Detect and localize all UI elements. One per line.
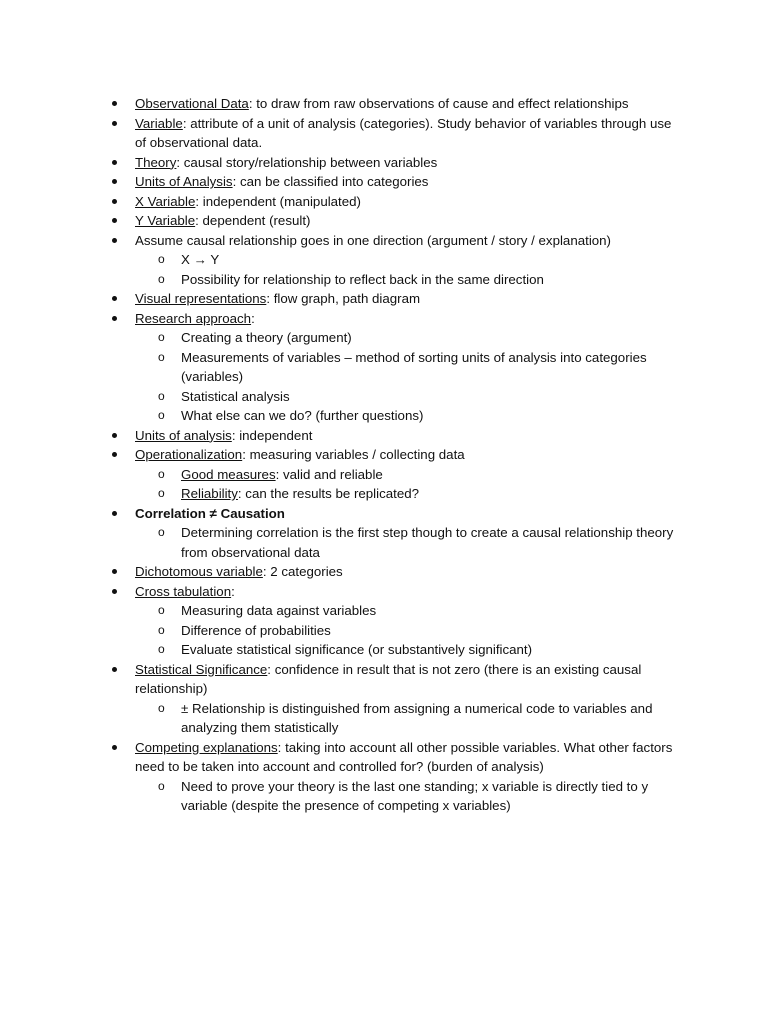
sub-list <box>135 777 678 816</box>
list-item <box>0 289 768 309</box>
sub-list <box>135 601 678 660</box>
list-item-term: Observational Data <box>135 96 249 111</box>
list-item-term: Operationalization <box>135 447 243 462</box>
list-item-text: can be classified into categories <box>236 174 429 189</box>
bullet-icon <box>112 316 117 321</box>
list-item-separator: : <box>195 193 200 209</box>
bullet-icon <box>112 589 117 594</box>
bullet-icon <box>112 101 117 106</box>
bullet-icon <box>112 511 117 516</box>
list-item-text: taking into account all other possible variables. What other factors need to be taken into account and controlled for? (burden of analysis) <box>135 739 673 774</box>
sub-list <box>135 699 678 738</box>
sub-item-text: Measuring data against variables <box>181 603 377 618</box>
list-item-term: Research approach <box>135 310 252 326</box>
list-item-separator: : <box>277 739 282 755</box>
bullet-icon <box>112 160 117 165</box>
sub-item-text: Difference of probabilities <box>181 622 331 638</box>
bullet-icon <box>112 179 117 184</box>
sub-list-item <box>135 348 678 387</box>
list-item-separator: : <box>232 174 237 189</box>
list-item <box>0 192 768 212</box>
list-item-text: confidence in result that is not zero (there is an existing causal relationship) <box>135 661 642 696</box>
circle-bullet-icon: o <box>158 408 165 422</box>
sub-list-item <box>135 484 678 504</box>
bullet-icon <box>112 433 117 438</box>
sub-list-item <box>135 250 678 270</box>
list-item-separator: : <box>195 213 199 228</box>
list-item-text: attribute of a unit of analysis (categories). Study behavior of variables through use of observational data. <box>135 115 672 150</box>
sub-list-item <box>135 523 678 562</box>
sub-item-text: Evaluate statistical significance (or substantively significant) <box>181 642 533 657</box>
list-item-term: Variable <box>135 115 183 131</box>
list-item-term: Theory <box>135 154 177 170</box>
circle-bullet-icon: o <box>158 271 165 286</box>
sub-item-separator: : <box>237 486 242 501</box>
list-item <box>0 231 768 290</box>
list-item <box>0 504 768 563</box>
list-item-separator: : <box>231 583 235 599</box>
list-item-term: Units of analysis <box>135 427 232 443</box>
list-item <box>0 582 768 660</box>
sub-list <box>135 465 678 504</box>
sub-item-separator: : <box>275 466 280 482</box>
list-item <box>0 211 768 231</box>
sub-item-term: Good measures <box>181 466 276 482</box>
sub-item-text: Creating a theory (argument) <box>181 330 352 345</box>
circle-bullet-icon: o <box>158 252 165 266</box>
circle-bullet-icon: o <box>158 330 165 344</box>
list-item-text: 2 categories <box>266 564 343 579</box>
bullet-icon <box>112 238 117 243</box>
list-item <box>0 309 768 426</box>
list-item-term: Y Variable <box>135 213 196 228</box>
list-item-separator: : <box>251 310 255 326</box>
list-item-separator: : <box>248 96 253 111</box>
sub-list-item <box>135 601 678 621</box>
sub-item-text: What else can we do? (further questions) <box>181 408 424 423</box>
list-item <box>0 738 768 816</box>
list-item-separator: : <box>242 447 246 462</box>
list-item-separator: : <box>182 115 187 131</box>
bullet-icon <box>112 121 117 126</box>
circle-bullet-icon: o <box>158 388 165 403</box>
sub-list <box>135 328 678 426</box>
list-item <box>0 562 768 582</box>
list-item-text: causal story/relationship between variables <box>180 154 438 170</box>
sub-item-text: X → Y <box>181 252 220 267</box>
circle-bullet-icon: o <box>158 700 165 715</box>
list-item-text: flow graph, path diagram <box>270 291 421 306</box>
circle-bullet-icon: o <box>158 525 165 539</box>
list-item-separator: : <box>266 291 271 306</box>
circle-bullet-icon: o <box>158 466 165 481</box>
bullet-icon <box>112 218 117 223</box>
sub-list-item <box>135 465 678 485</box>
bullet-icon <box>112 296 117 301</box>
sub-list-item <box>135 328 678 348</box>
list-item <box>0 426 768 446</box>
list-item-separator: : <box>262 564 267 579</box>
circle-bullet-icon: o <box>158 486 165 500</box>
bullet-icon <box>112 452 117 457</box>
list-item-text: independent <box>235 427 313 443</box>
list-item-text: Assume causal relationship goes in one direction (argument / story / explanation) <box>135 232 611 248</box>
sub-item-text: Possibility for relationship to reflect back in the same direction <box>181 271 544 287</box>
circle-bullet-icon: o <box>158 603 165 617</box>
list-item-term: Dichotomous variable <box>135 564 263 579</box>
sub-list-item <box>135 777 678 816</box>
list-item <box>0 114 768 153</box>
sub-item-text: Need to prove your theory is the last one standing; x variable is directly tied to y variable (despite the presence of competing x variables) <box>181 778 649 813</box>
circle-bullet-icon: o <box>158 622 165 637</box>
sub-item-term: Reliability <box>181 486 238 501</box>
list-item <box>0 94 768 114</box>
list-item-text: independent (manipulated) <box>199 193 361 209</box>
sub-list <box>135 250 678 289</box>
circle-bullet-icon: o <box>158 642 165 656</box>
list-item-term: X Variable <box>135 193 196 209</box>
list-item <box>0 153 768 173</box>
notes-list <box>0 94 768 816</box>
list-item-term: Competing explanations <box>135 739 278 755</box>
bullet-icon <box>112 569 117 574</box>
list-item-term: Statistical Significance <box>135 661 268 677</box>
list-item-term: Cross tabulation <box>135 583 232 599</box>
list-item-term: Units of Analysis <box>135 174 233 189</box>
sub-list-item <box>135 699 678 738</box>
circle-bullet-icon: o <box>158 778 165 793</box>
list-item-bold: Correlation ≠ Causation <box>135 505 285 521</box>
sub-item-text: Determining correlation is the first step though to create a causal relationship theory from observational data <box>181 525 674 560</box>
sub-item-text: valid and reliable <box>279 466 383 482</box>
list-item-text: dependent (result) <box>198 213 311 228</box>
list-item-term: Visual representations <box>135 291 267 306</box>
sub-item-text: can the results be replicated? <box>241 486 420 501</box>
list-item-text: to draw from raw observations of cause and effect relationships <box>252 96 629 111</box>
bullet-icon <box>112 199 117 204</box>
sub-item-text: Statistical analysis <box>181 388 290 404</box>
sub-list-item <box>135 621 678 641</box>
sub-list-item <box>135 406 678 426</box>
list-item-text: measuring variables / collecting data <box>245 447 465 462</box>
sub-list-item <box>135 640 678 660</box>
list-item <box>0 172 768 192</box>
sub-list-item <box>135 270 678 290</box>
sub-item-text: ± Relationship is distinguished from assigning a numerical code to variables and analyzing them statistically <box>181 700 653 735</box>
bullet-icon <box>112 745 117 750</box>
sub-item-text: Measurements of variables – method of sorting units of analysis into categories (variables) <box>181 349 647 384</box>
bullet-icon <box>112 667 117 672</box>
list-item-separator: : <box>231 427 236 443</box>
circle-bullet-icon: o <box>158 349 165 364</box>
list-item-separator: : <box>267 661 271 677</box>
list-item-separator: : <box>176 154 181 170</box>
list-item <box>0 660 768 738</box>
sub-list-item <box>135 387 678 407</box>
list-item <box>0 445 768 504</box>
sub-list <box>135 523 678 562</box>
